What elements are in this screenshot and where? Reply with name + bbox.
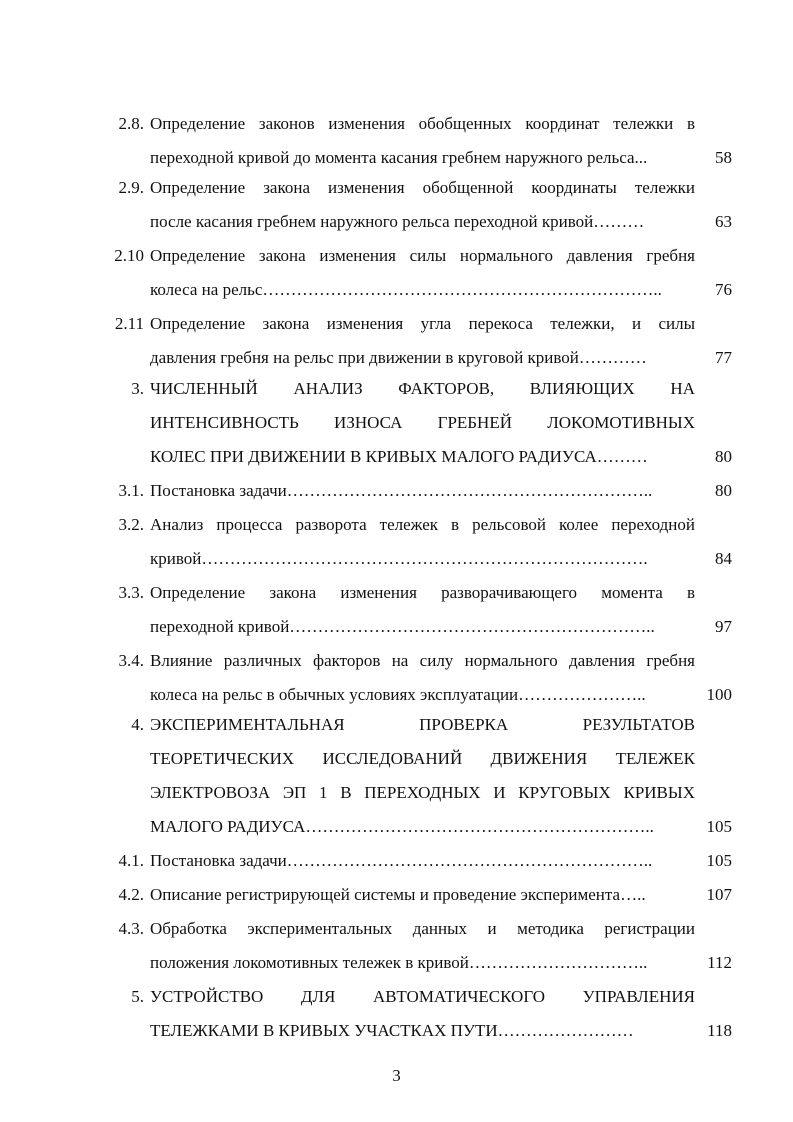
title-line: Определение законов изменения обобщенных координат тележки в <box>150 114 695 133</box>
title-line: ЭКСПЕРИМЕНТАЛЬНАЯ ПРОВЕРКА РЕЗУЛЬТАТОВ <box>150 715 695 734</box>
title-line: Определение закона изменения угла перекоса тележки, и силы <box>150 314 695 333</box>
page-ref: 105 <box>706 817 732 836</box>
title-line: после касания гребнем наружного рельса переходной кривой……… <box>150 212 645 231</box>
entry-title <box>150 980 695 1048</box>
title-line: ЭЛЕКТРОВОЗА ЭП 1 В ПЕРЕХОДНЫХ И КРУГОВЫХ КРИВЫХ <box>150 783 695 802</box>
title-line: ЧИСЛЕННЫЙ АНАЛИЗ ФАКТОРОВ, ВЛИЯЮЩИХ НА <box>150 379 695 398</box>
page-ref: 112 <box>707 953 732 972</box>
section-number: 3.4. <box>118 651 144 670</box>
title-line: давления гребня на рельс при движении в круговой кривой………… <box>150 348 647 367</box>
section-number: 5. <box>131 987 144 1006</box>
entry-title <box>150 844 695 878</box>
page-ref: 97 <box>715 617 732 636</box>
title-line: Анализ процесса разворота тележек в рельсовой колее переходной <box>150 515 695 534</box>
title-line: Определение закона изменения силы нормального давления гребня <box>150 246 695 265</box>
title-line: КОЛЕС ПРИ ДВИЖЕНИИ В КРИВЫХ МАЛОГО РАДИУСА……… <box>150 447 648 466</box>
page-ref: 118 <box>707 1021 732 1040</box>
section-number: 2.8. <box>118 114 144 133</box>
page-ref: 77 <box>715 348 732 367</box>
section-number: 2.10 <box>114 246 144 265</box>
section-number: 4.3. <box>118 919 144 938</box>
entry-title <box>150 576 695 644</box>
entry-title <box>150 644 695 712</box>
entry-title <box>150 708 695 844</box>
entry-title <box>150 307 695 375</box>
entry-title <box>150 171 695 239</box>
entry-title <box>150 107 695 175</box>
page-ref: 84 <box>715 549 732 568</box>
title-line: колеса на рельс…………………………………………………………….. <box>150 280 662 299</box>
page-ref: 76 <box>715 280 732 299</box>
title-line: Влияние различных факторов на силу нормального давления гребня <box>150 651 695 670</box>
section-number: 3.3. <box>118 583 144 602</box>
page-number: 3 <box>392 1066 401 1085</box>
entry-title <box>150 372 695 474</box>
entry-title <box>150 474 695 508</box>
page-ref: 107 <box>706 885 732 904</box>
title-line: переходной кривой до момента касания гребнем наружного рельса... <box>150 148 648 167</box>
title-line: положения локомотивных тележек в кривой………………………….. <box>150 953 648 972</box>
page-ref: 80 <box>715 447 732 466</box>
section-number: 4.2. <box>118 885 144 904</box>
title-line: колеса на рельс в обычных условиях эксплуатации………………….. <box>150 685 646 704</box>
title-line: ИНТЕНСИВНОСТЬ ИЗНОСА ГРЕБНЕЙ ЛОКОМОТИВНЫХ <box>150 413 695 432</box>
section-number: 2.11 <box>114 314 144 333</box>
title-line: Определение закона изменения разворачивающего момента в <box>150 583 695 602</box>
title-line: кривой……………………………………………………………………. <box>150 549 648 568</box>
page-ref: 58 <box>715 148 732 167</box>
page-ref: 63 <box>715 212 732 231</box>
title-line: МАЛОГО РАДИУСА…………………………………………………….. <box>150 817 654 836</box>
title-line: ТЕЛЕЖКАМИ В КРИВЫХ УЧАСТКАХ ПУТИ…………………… <box>150 1021 634 1040</box>
title-line: Постановка задачи……………………………………………………….. <box>150 481 653 500</box>
entry-title <box>150 912 695 980</box>
page-ref: 100 <box>706 685 732 704</box>
section-number: 3.2. <box>118 515 144 534</box>
section-number: 4. <box>131 715 144 734</box>
title-line: переходной кривой……………………………………………………….. <box>150 617 655 636</box>
title-line: Определение закона изменения обобщенной координаты тележки <box>150 178 695 197</box>
entry-title <box>150 239 695 307</box>
page-ref: 105 <box>706 851 732 870</box>
section-number: 3. <box>131 379 144 398</box>
title-line: Обработка экспериментальных данных и методика регистрации <box>150 919 695 938</box>
title-line: Постановка задачи……………………………………………………….. <box>150 851 653 870</box>
section-number: 4.1. <box>118 851 144 870</box>
title-line: Описание регистрирующей системы и проведение эксперимента….. <box>150 885 646 904</box>
entry-title <box>150 508 695 576</box>
page-ref: 80 <box>715 481 732 500</box>
entry-title <box>150 878 695 912</box>
title-line: ТЕОРЕТИЧЕСКИХ ИССЛЕДОВАНИЙ ДВИЖЕНИЯ ТЕЛЕЖЕК <box>150 749 695 768</box>
section-number: 3.1. <box>118 481 144 500</box>
section-number: 2.9. <box>118 178 144 197</box>
title-line: УСТРОЙСТВО ДЛЯ АВТОМАТИЧЕСКОГО УПРАВЛЕНИЯ <box>150 987 695 1006</box>
